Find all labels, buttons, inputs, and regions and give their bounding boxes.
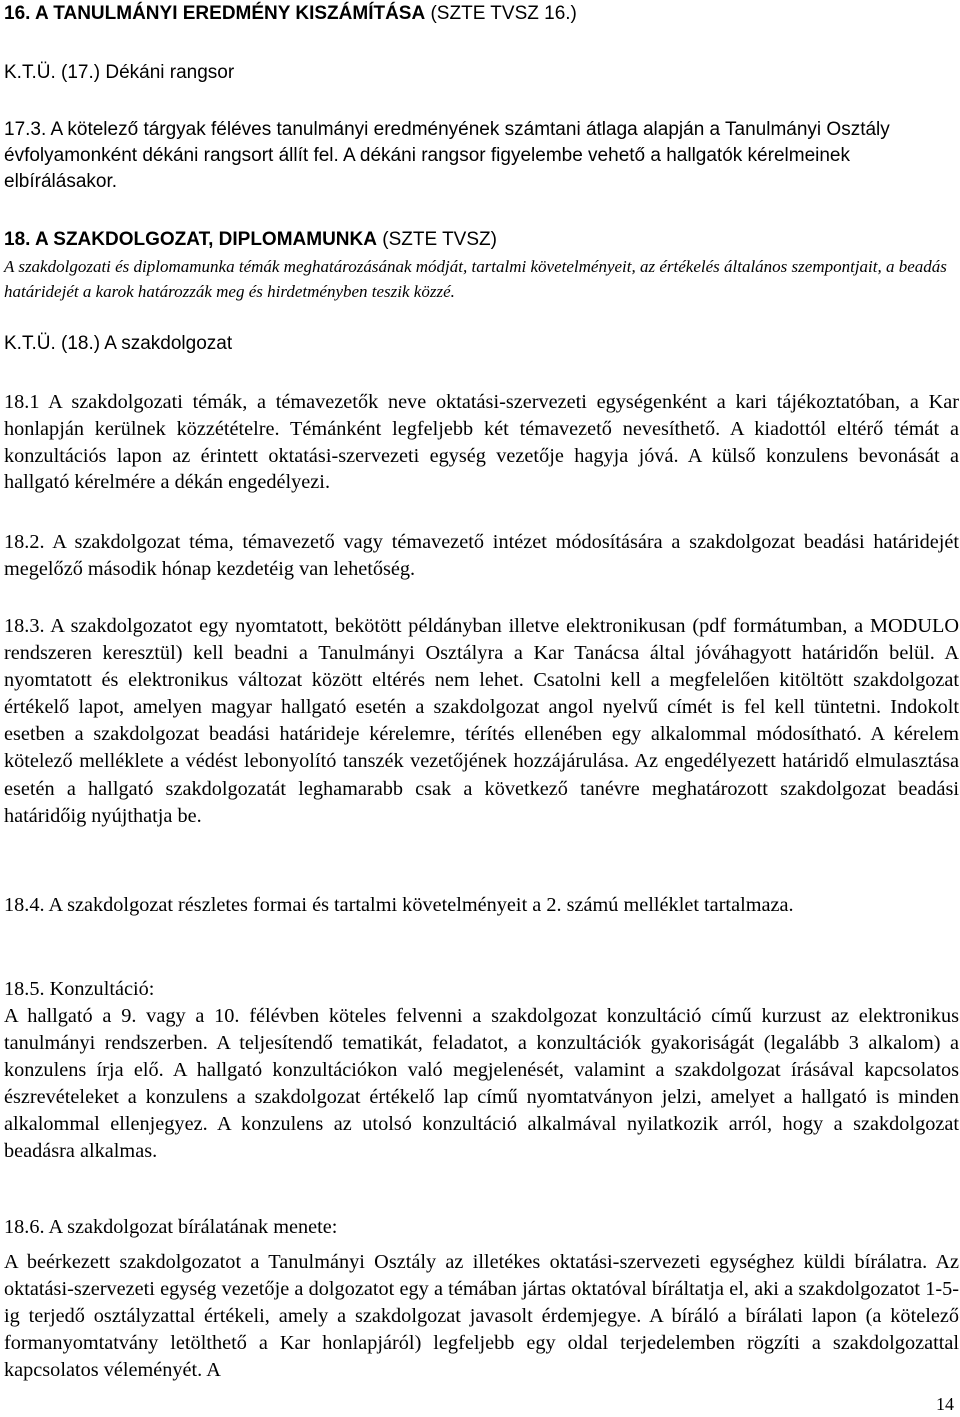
section-16-heading-reference: (SZTE TVSZ 16.) [425,3,577,24]
page-number: 14 [936,1394,954,1414]
section-18-heading-title: 18. A SZAKDOLGOZAT, DIPLOMAMUNKA [4,229,377,250]
section-18-intro: A szakdolgozati és diplomamunka témák meghatározásának módját, tartalmi követelményeit, az értékelés általános szempontjait, a beadás határidejét a karok határozzák meg és hirdetményben teszik közzé. [4,257,947,301]
paragraph-18-6-title: 18.6. A szakdolgozat bírálatának menete: [4,1216,338,1238]
section-16-ktu-title: K.T.Ü. (17.) Dékáni rangsor [4,62,235,83]
paragraph-18-4: 18.4. A szakdolgozat részletes formai és tartalmi követelményeit a 2. számú melléklet tartalmaza. [4,894,794,916]
paragraph-18-1: 18.1 A szakdolgozati témák, a témavezetők neve oktatási-szervezeti egységenként a kari tájékoztatóban, a Kar honlapján kerülnek közzétételre. Témánként legfeljebb két témavezető nevesíthető. A kiadottól eltérő témát a konzultációs lapon az érintett oktatási-szervezeti egység vezetője hagyja jóvá. A külső konzulens bevonását a hallgató kérelmére a dékán engedélyezi. [4,391,959,494]
paragraph-18-5-title: 18.5. Konzultáció: [4,978,155,1000]
section-18-ktu-title: K.T.Ü. (18.) A szakdolgozat [4,333,233,354]
paragraph-18-3: 18.3. A szakdolgozatot egy nyomtatott, bekötött példányban illetve elektronikusan (pdf formátumban, a MODULO rendszeren keresztül) kell beadni a Tanulmányi Osztályra a Kar Tanácsa által jóváhagyott határidőn belül. A nyomtatott és elektronikus változat között eltérés nem lehet. Csatolni kell a megfelelően kitöltött szakdolgozat értékelő lapot, amelyen magyar hallgató esetén a szakdolgozat angol nyelvű címét is fel kell tüntetni. Indokolt esetben a szakdolgozat beadási határideje kérelemre, térítés ellenében egy alkalommal módosítható. A kérelem kötelező melléklete a védést lebonyolító tanszék vezetőjének hozzájárulása. Az engedélyezett határidő elmulasztása esetén a hallgató szakdolgozatát leghamarabb csak a következő tanévre meghatározott szakdolgozat beadási határidőig nyújthatja be. [4,615,959,827]
section-18-heading-reference: (SZTE TVSZ) [376,229,497,250]
paragraph-17-3: 17.3. A kötelező tárgyak féléves tanulmányi eredményének számtani átlaga alapján a Tanulmányi Osztály évfolyamonként dékáni rangsort állít fel. A dékáni rangsor figyelembe vehető a hallgatók kérelmeinek elbírálásakor. [4,119,890,192]
section-16-heading-title: 16. A TANULMÁNYI EREDMÉNY KISZÁMÍTÁSA [4,3,426,24]
paragraph-18-5: A hallgató a 9. vagy a 10. félévben köteles felvenni a szakdolgozat konzultáció című kurzust az elektronikus tanulmányi rendszerben. A teljesítendő tematikát, feladatot, a konzultációk gyakoriságát (legalább 3 alkalom) a konzulens írja elő. A hallgató konzultációkon való megjelenését, valamint a szakdolgozat írásával kapcsolatos észrevételeket a konzulens a szakdolgozat értékelő lap című nyomtatványon jelzi, amelyet a hallgató is minden alkalommal ellenjegyez. A konzulens az utolsó konzultáció alkalmával nyilatkozik arról, hogy a szakdolgozat beadásra alkalmas. [4,1005,959,1163]
paragraph-18-2: 18.2. A szakdolgozat téma, témavezető vagy témavezető intézet módosítására a szakdolgozat beadási határidejét megelőző második hónap kezdetéig van lehetőség. [4,531,959,580]
paragraph-18-6: A beérkezett szakdolgozatot a Tanulmányi Osztály az illetékes oktatási-szervezeti egységhez küldi bírálatra. Az oktatási-szervezeti egység vezetője a dolgozatot egy a témában jártas oktatóval bíráltatja el, aki a szakdolgozatot 1-5-ig terjedő osztályzattal értékeli, amely a szakdolgozat javasolt érdemjegye. A bíráló a bírálati lapon (a kötelező formanyomtatvány letölthető a Kar honlapjáról) legfeljebb egy oldal terjedelemben rögzíti a szakdolgozattal kapcsolatos véleményét. A [4,1251,959,1382]
section-18-heading [4,227,959,253]
section-16-heading [4,1,959,27]
